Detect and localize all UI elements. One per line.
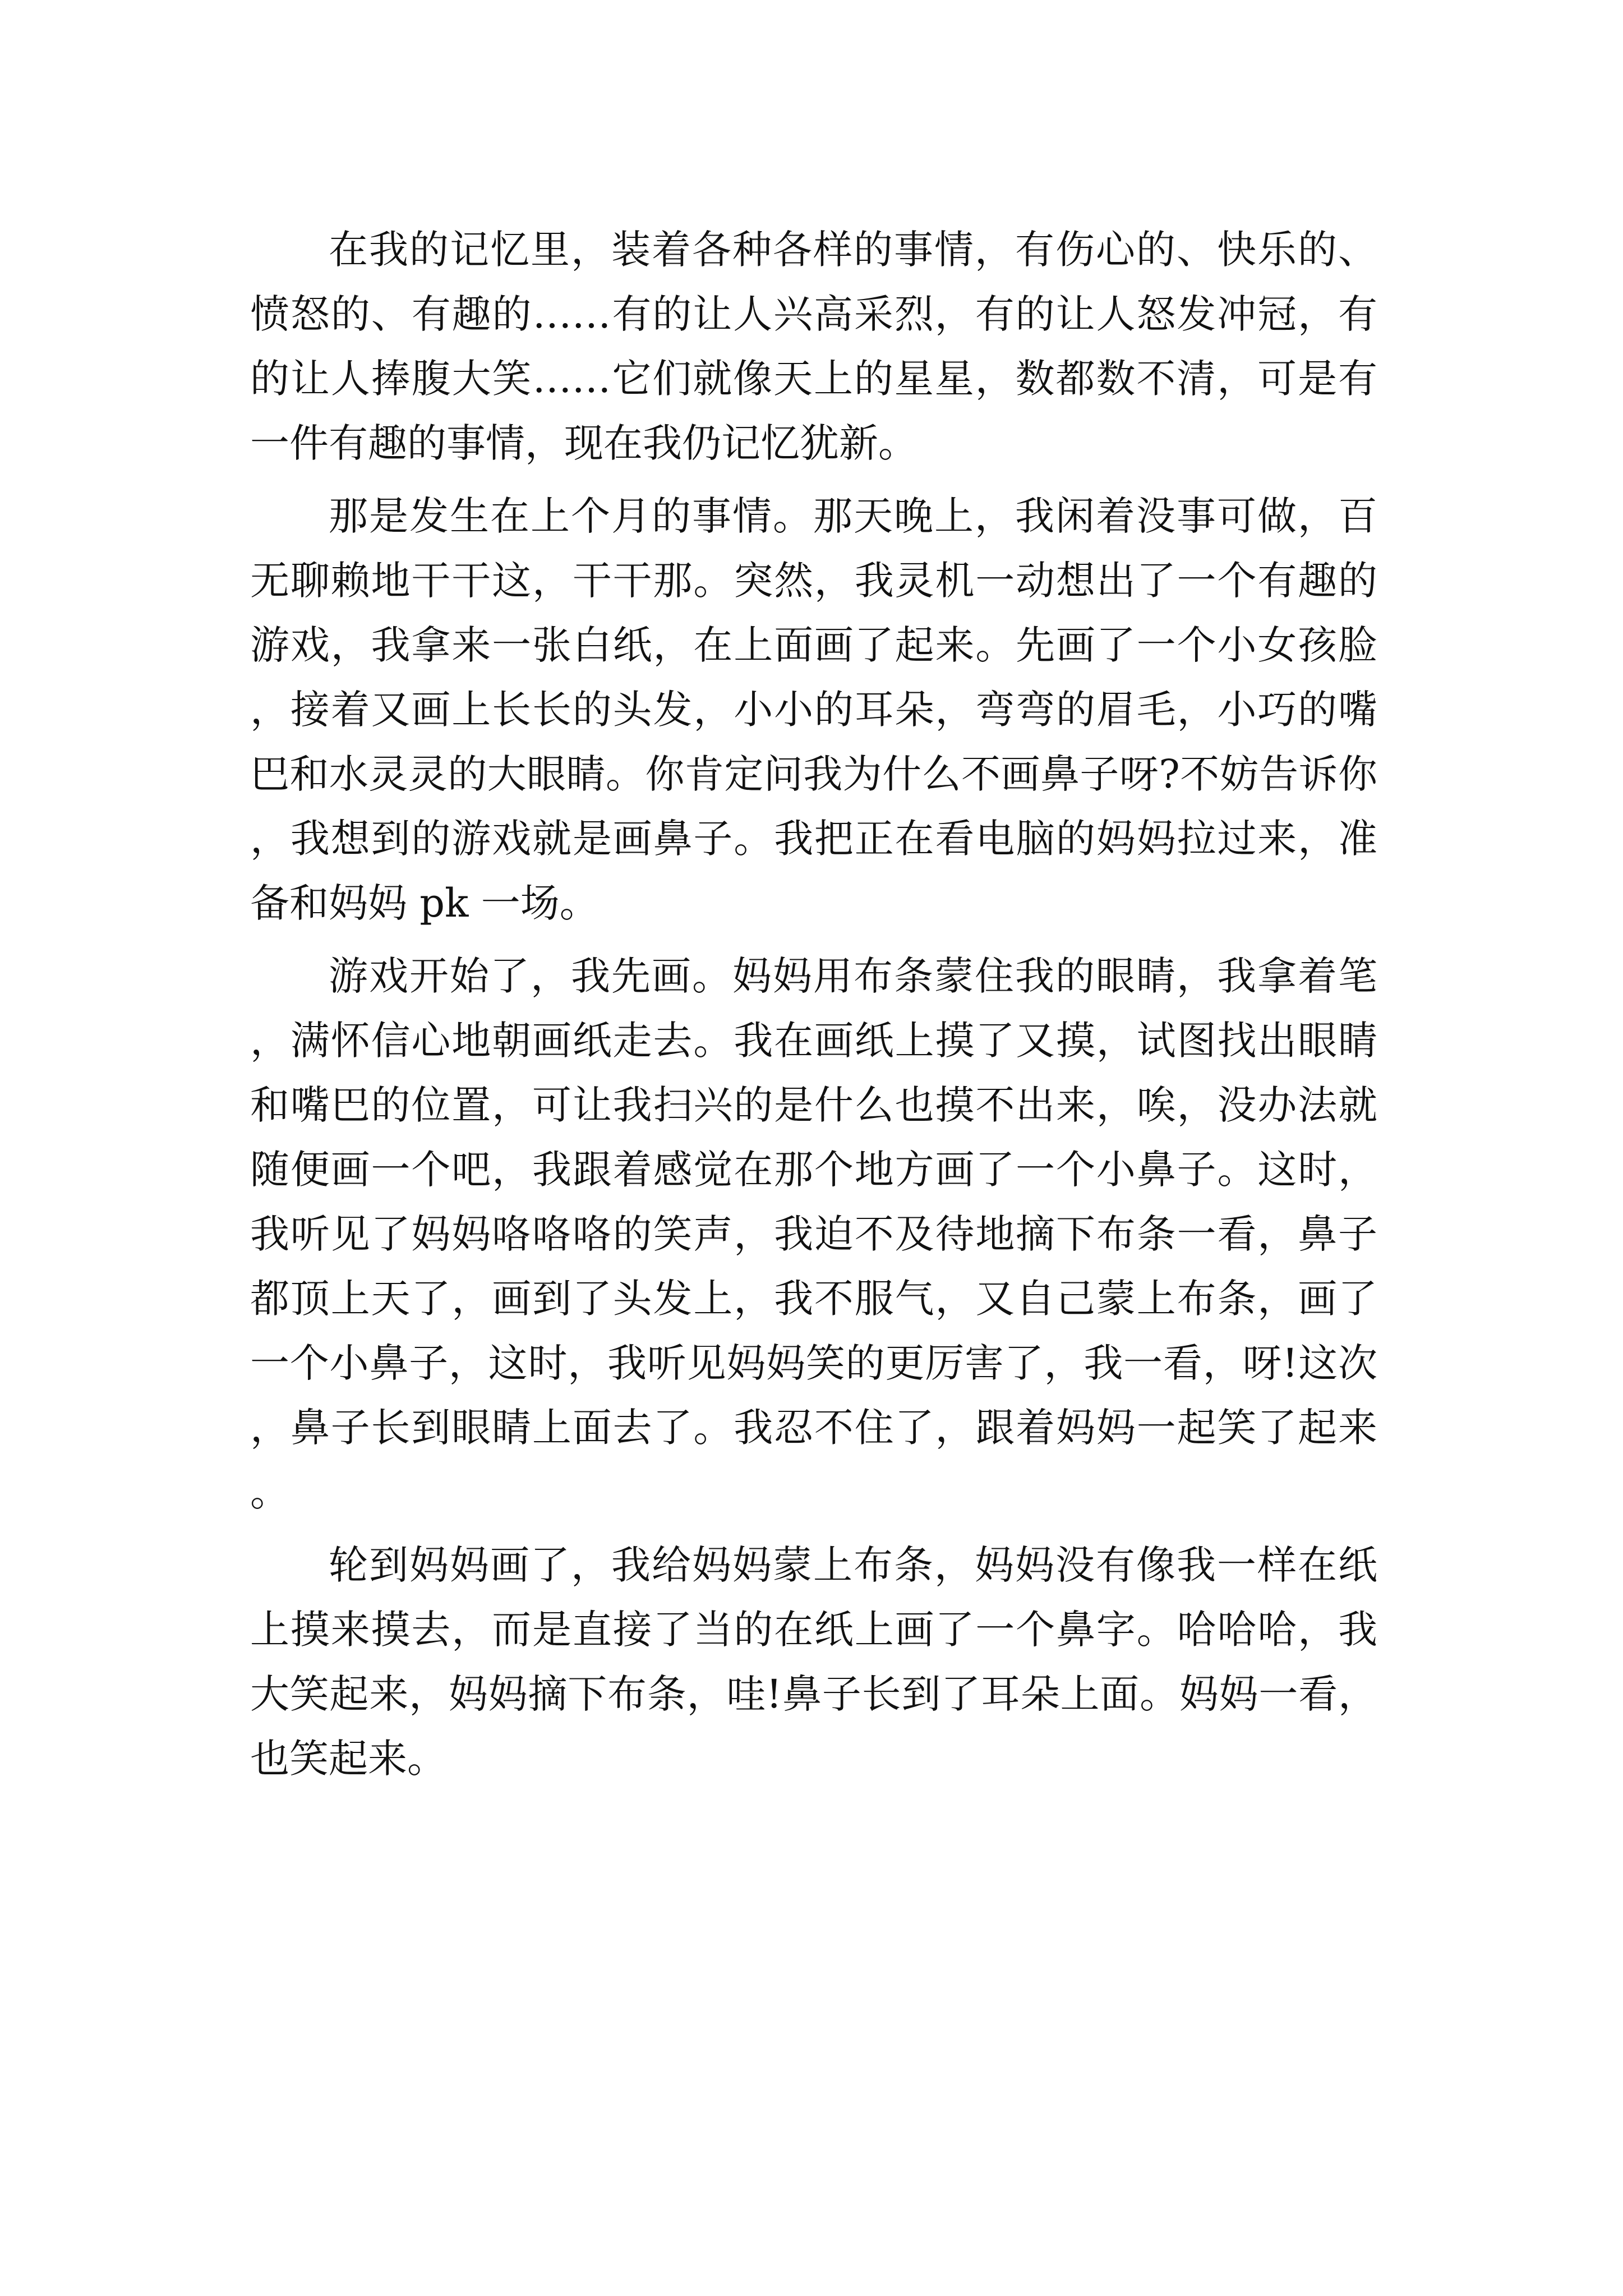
body-text: [250, 218, 1377, 1800]
paragraph: 那是发生在上个月的事情。那天晚上，我闲着没事可做，百无聊赖地干干这，干干那。突然，我灵机一动想出了一个有趣的游戏，我拿来一张白纸，在上面画了起来。先画了一个小女孩脸，接着又画上长长的头发，小小的耳朵，弯弯的眉毛，小巧的嘴巴和水灵灵的大眼睛。你肯定问我为什么不画鼻子呀?不妨告诉你，我想到的游戏就是画鼻子。我把正在看电脑的妈妈拉过来，准备和妈妈 pk 一场。: [250, 493, 1377, 926]
paragraph: 在我的记忆里，装着各种各样的事情，有伤心的、快乐的、愤怒的、有趣的……有的让人兴高采烈，有的让人怒发冲冠，有的让人捧腹大笑……它们就像天上的星星，数都数不清，可是有一件有趣的事情，现在我仍记忆犹新。: [250, 227, 1377, 466]
paragraph: 游戏开始了，我先画。妈妈用布条蒙住我的眼睛，我拿着笔，满怀信心地朝画纸走去。我在画纸上摸了又摸，试图找出眼睛和嘴巴的位置，可让我扫兴的是什么也摸不出来，唉，没办法就随便画一个吧，我跟着感觉在那个地方画了一个小鼻子。这时，我听见了妈妈咯咯咯的笑声，我迫不及待地摘下布条一看，鼻子都顶上天了，画到了头发上，我不服气，又自己蒙上布条，画了一个小鼻子，这时，我听见妈妈笑的更厉害了，我一看，呀!这次，鼻子长到眼睛上面去了。我忍不住了，跟着妈妈一起笑了起来。: [250, 953, 1377, 1515]
paragraph: 轮到妈妈画了，我给妈妈蒙上布条，妈妈没有像我一样在纸上摸来摸去，而是直接了当的在纸上画了一个鼻字。哈哈哈，我大笑起来，妈妈摘下布条，哇!鼻子长到了耳朵上面。妈妈一看，也笑起来。: [250, 1542, 1377, 1782]
